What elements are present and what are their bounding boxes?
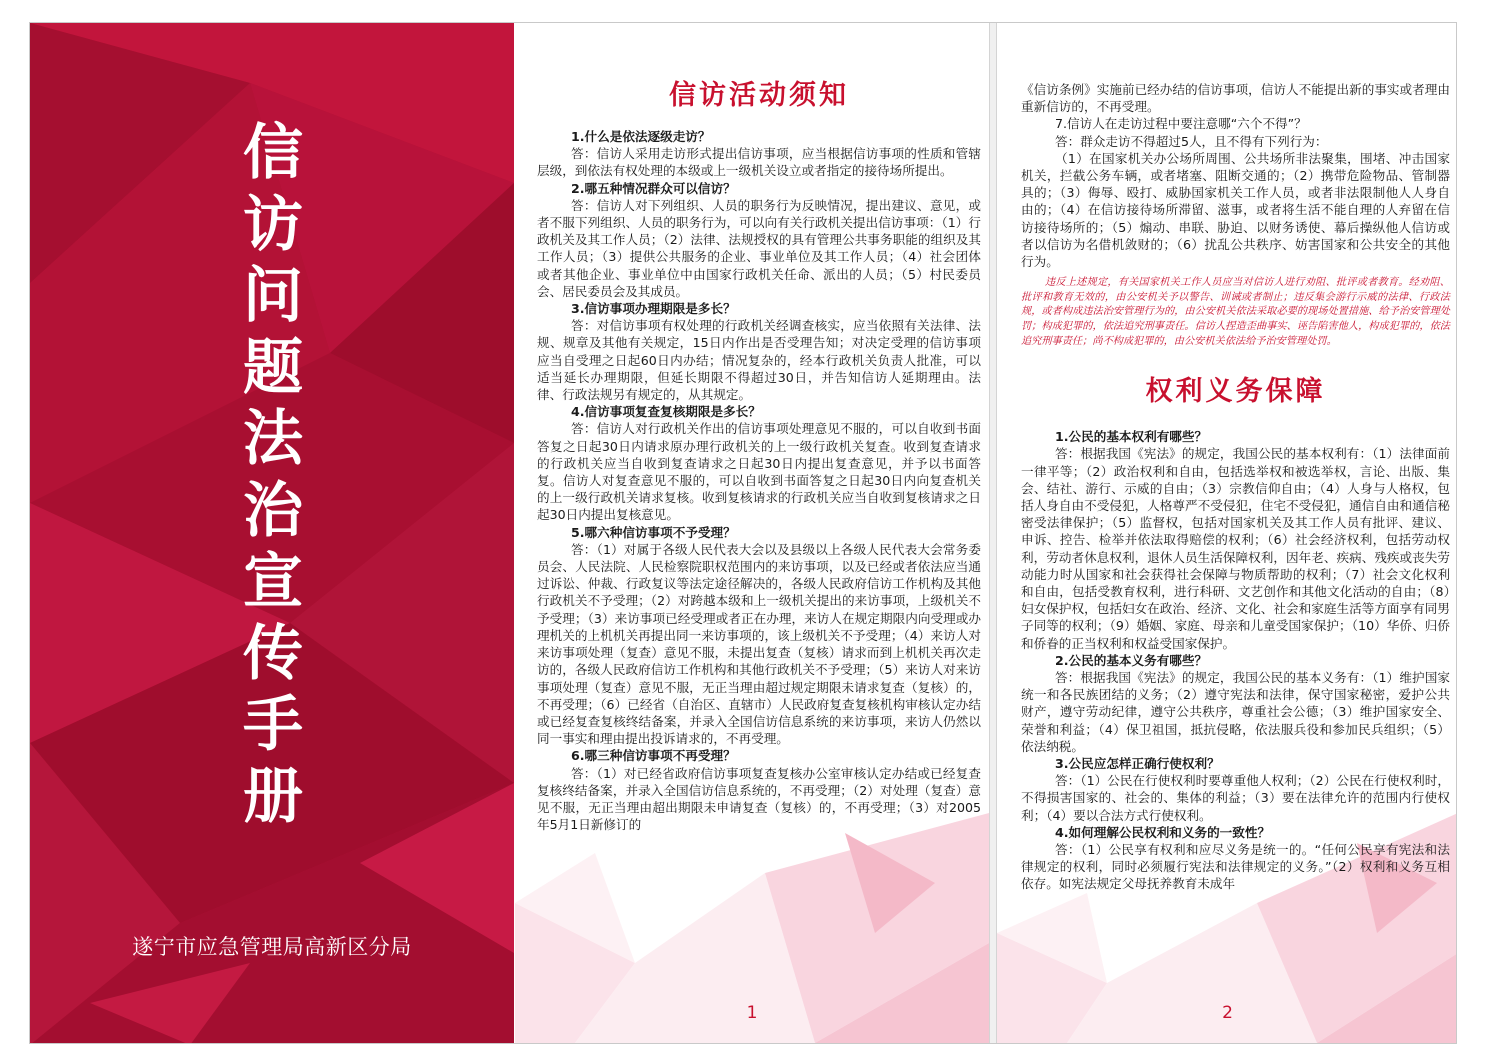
question: 4.如何理解公民权利和义务的一致性？ <box>1055 824 1271 840</box>
answer: 答：根据我国《宪法》的规定，我国公民的基本权利有：（1）法律面前一律平等；（2）政治权利和自由，包括选举权和被选举权，言论、出版、集会、结社、游行、示威的自由；（3）宗教信仰自由；（4）人身与人格权，包括人身自由不受侵犯，人格尊严不受侵犯，住宅不受侵犯，通信自由和通信秘密受法律保护；（5）监督权，包括对国家机关及其工作人员有批评、建议、申诉、控告、检举并依法取得赔偿的权利；（6）社会经济权利，包括劳动权利，劳动者休息权利，退休人员生活保障权利，因年老、疾病、残疾或丧失劳动能力时从国家和社会获得社会保障与物质帮助的权利；（7）社会文化权利和自由，包括受教育权利，进行科研、文艺创作和其他文化活动的自由；（8）妇女保护权，包括妇女在政治、经济、文化、社会和家庭生活等方面享有同男子同等的权利；（9）婚姻、家庭、母亲和儿童受国家保护；（10）华侨、归侨和侨眷的正当权利和权益受国家保护。 <box>1021 446 1450 651</box>
answer: 答：信访人对下列组织、人员的职务行为反映情况，提出建议、意见，或者不服下列组织、人员的职务行为，可以向有关行政机关提出信访事项：（1）行政机关及其工作人员；（2）法律、法规授权的具有管理公共事务职能的组织及其工作人员；（3）提供公共服务的企业、事业单位及其工作人员；（4）社会团体或者其他企业、事业单位中由国家行政机关任命、派出的人员；（5）村民委员会、居民委员会及其成员。 <box>537 197 981 299</box>
page-gutter <box>989 23 997 1043</box>
answer: 答：（1）公民享有权利和应尽义务是统一的。“任何公民享有宪法和法律规定的权利，同时必须履行宪法和法律规定的义务。”（2）权利和义务互相依存。如宪法规定父母抚养教育未成年 <box>1021 842 1450 892</box>
question: 6.哪三种信访事项不再受理？ <box>571 748 736 764</box>
cover-title-char: 信 <box>243 118 303 188</box>
answer: 答：（1）公民在行使权利时要尊重他人权利；（2）公民在行使权利时，不得损害国家的、社会的、集体的利益；（3）要在法律允许的范围内行使权利；（4）要以合法方式行使权利。 <box>1021 773 1450 823</box>
legal-notice: 违反上述规定，有关国家机关工作人员应当对信访人进行劝阻、批评或者教育。经劝阻、批评和教育无效的，由公安机关予以警告、训诫或者制止；违反集会游行示威的法律、行政法规，或者构成违法治安管理行为的，由公安机关依法采取必要的现场处置措施、给予治安管理处罚；构成犯罪的，依法追究刑事责任。信访人捏造歪曲事实、诬告陷害他人，构成犯罪的，依法追究刑事责任；尚不构成犯罪的，由公安机关依法给予治安管理处罚。 <box>1021 277 1450 347</box>
cover-title-char: 访 <box>243 189 303 260</box>
answer: 答：信访人对行政机关作出的信访事项处理意见不服的，可以自收到书面答复之日起30日内请求原办理行政机关的上一级行政机关复查。收到复查请求的行政机关应当自收到复查请求之日起30日内提出复查意见，并予以书面答复。信访人对复查意见不服的，可以自收到书面答复之日起30日内向复查机关的上一级行政机关请求复核。收到复核请求的行政机关应当自收到复核请求之日起30日内提出复核意见。 <box>537 421 981 523</box>
question: 2.哪五种情况群众可以信访？ <box>571 180 736 196</box>
page-number: 2 <box>1222 1003 1233 1023</box>
cover-title-char: 宣 <box>243 547 303 617</box>
page-2-continued-text <box>1021 81 1450 270</box>
question: 3.公民应怎样正确行使权利？ <box>1055 756 1220 772</box>
question: 4.信访事项复查复核期限是多长？ <box>571 404 761 420</box>
question: 2.公民的基本义务有哪些？ <box>1055 652 1208 668</box>
answer: 答：（1）对属于各级人民代表大会以及县级以上各级人民代表大会常务委员会、人民法院、人民检察院职权范围内的来访事项，以及已经或者依法应当通过诉讼、仲裁、行政复议等法定途径解决的，各级人民政府信访工作机构及其他行政机关不予受理；（2）对跨越本级和上一级机关提出的来访事项，上级机关不予受理；（3）来访事项已经受理或者正在办理，来访人在规定期限内向受理或办理机关的上机机关再提出同一来访事项的，该上级机关不予受理；（4）来访人对来访事项处理（复查）意见不服，未提出复查（复核）请求而到上机机关再次走访的，各级人民政府信访工作机构和其他行政机关不予受理；（5）来访人对来访事项处理（复查）意见不服，无正当理由超过规定期限未请求复查（复核）的，不再受理；（6）已经省（自治区、直辖市）人民政府复查复核机构审核认定办结或已经复查复核终结备案，并录入全国信访信息系统的来访事项，来访人仍然以同一事实和理由提出投诉请求的，不再受理。 <box>537 541 981 747</box>
answer: 答：群众走访不得超过5人，且不得有下列行为： <box>1055 133 1328 149</box>
cover-title-char: 治 <box>243 475 303 546</box>
page-1-qa-list <box>537 128 981 833</box>
answer: 答：根据我国《宪法》的规定，我国公民的基本义务有：（1）维护国家统一和各民族团结的义务；（2）遵守宪法和法律，保守国家秘密，爱护公共财产，遵守劳动纪律，遵守公共秩序，尊重社会公德；（3）维护国家安全、荣誉和利益；（4）保卫祖国，抵抗侵略，依法服兵役和参加民兵组织；（5）依法纳税。 <box>1021 670 1450 754</box>
cover-title-char: 册 <box>243 761 303 832</box>
cover-panel <box>30 23 514 1043</box>
answer: 答：对信访事项有权处理的行政机关经调查核实，应当依照有关法律、法规、规章及其他有关规定，15日内作出是否受理告知；对决定受理的信访事项应当自受理之日起60日内办结；情况复杂的，经本行政机关负责人批准，可以适当延长办理期限，但延长期限不得超过30日，并告知信访人延期理由。法律、行政法规另有规定的，从其规定。 <box>537 318 981 403</box>
page-number: 1 <box>746 1003 758 1023</box>
question: 1.什么是依法逐级走访？ <box>571 129 711 144</box>
page-2-qa-list <box>1021 428 1450 892</box>
question: 7.信访人在走访过程中要注意哪“六个不得”？ <box>1055 116 1307 132</box>
continued-answer: 《信访条例》实施前已经办结的信访事项，信访人不能提出新的事实或者理由重新信访的，不再受理。 <box>1021 82 1450 115</box>
cover-title-char: 法 <box>243 404 303 474</box>
cover-title-char: 传 <box>243 618 303 689</box>
page-1 <box>515 23 989 1043</box>
answer: 答：（1）对已经省政府信访事项复查复核办公室审核认定办结或已经复查复核终结备案，并录入全国信访信息系统的，不再受理；（2）对处理（复查）意见不服，无正当理由超出期限未申请复查（复核）的，不再受理；（3）对2005年5月1日新修订的 <box>537 765 981 833</box>
answer: （1）在国家机关办公场所周围、公共场所非法聚集，围堵、冲击国家机关，拦截公务车辆，或者堵塞、阻断交通的；（2）携带危险物品、管制器具的；（3）侮辱、殴打、威胁国家机关工作人员，或者非法限制他人人身自由的；（4）在信访接待场所滞留、滋事，或者将生活不能自理的人弃留在信访接待场所的；（5）煽动、串联、胁迫、以财务诱使、幕后操纵他人信访或者以信访为名借机敛财的；（6）扰乱公共秩序、妨害国家和公共安全的其他行为。 <box>1021 150 1450 270</box>
question: 3.信访事项办理期限是多长？ <box>571 301 736 317</box>
question: 1.公民的基本权利有哪些？ <box>1055 429 1208 445</box>
organization-name: 遂宁市应急管理局高新区分局 <box>132 935 412 959</box>
page-2-heading: 权利义务保障 <box>1145 376 1326 408</box>
question: 5.哪六种信访事项不予受理？ <box>571 524 736 540</box>
cover-title <box>228 118 318 833</box>
cover-title-char: 手 <box>243 690 303 760</box>
answer: 答：信访人采用走访形式提出信访事项，应当根据信访事项的性质和管辖层级，到依法有权处理的本级或上一级机关设立或者指定的接待场所提出。 <box>537 146 981 179</box>
cover-title-char: 问 <box>243 261 303 331</box>
page-2 <box>997 23 1457 1043</box>
brochure-spread <box>29 22 1457 1044</box>
page-1-heading: 信访活动须知 <box>669 80 849 111</box>
cover-title-char: 题 <box>243 332 303 403</box>
